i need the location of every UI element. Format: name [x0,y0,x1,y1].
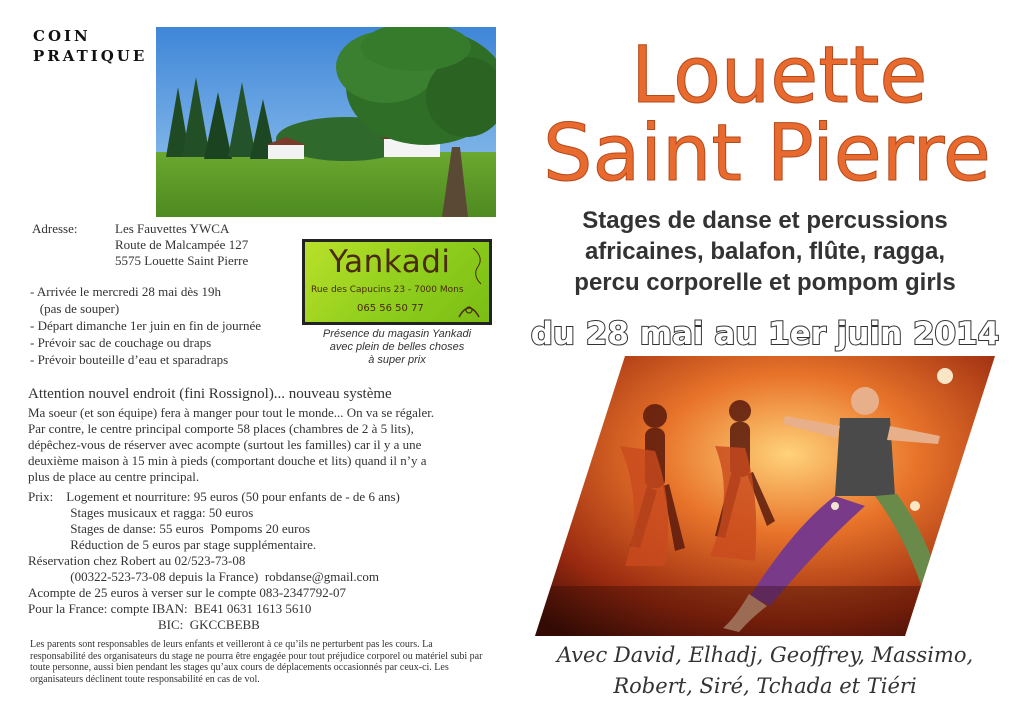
yankadi-name: Yankadi [329,244,451,280]
disclaimer: Les parents sont responsables de leurs enfants et veilleront à ce qu’ils ne perturbent pas les cours. La responsabilité des organisateurs du stage ne pourra être engagée pour tout préjudice corporel ou matériel subi par toute personne, aussi bien pendant les stages qu’aux cours de déplacements occasionnés par ceux-ci. Les organisateurs déclinent toute responsabilité en cas de vol. [30,639,483,685]
price-line: BIC: GKCCBEBB [28,617,260,632]
price-line: Réservation chez Robert au 02/523-73-08 [28,553,246,568]
prices-block [28,489,400,633]
address-lines [115,221,248,269]
event-dates [520,310,1010,354]
address-line: Les Fauvettes YWCA [115,221,230,236]
caption-line: Présence du magasin Yankadi [322,328,472,340]
yankadi-logo-icon [455,297,483,321]
heading-line-2: PRATIQUE [33,47,148,65]
body-line: dépêchez-vous de réserver avec acompte (surtout les familles) car il y a une [28,437,422,452]
price-line: Prix: Logement et nourriture: 95 euros (50 pour enfants de - de 6 ans) [28,489,400,504]
body-line: plus de place au centre principal. [28,469,200,484]
note-item: - Prévoir bouteille d’eau et sparadraps [30,352,229,367]
address-line: 5575 Louette Saint Pierre [115,253,249,268]
note-item: - Arrivée le mercredi 28 mai dès 19h [30,284,221,299]
section-heading [33,26,147,66]
body-line: Ma soeur (et son équipe) fera à manger pour tout le monde... On va se régaler. [28,405,435,420]
note-item: - Prévoir sac de couchage ou draps [30,335,212,350]
subtitle-line: percu corporelle et pompom girls [574,269,956,296]
artists-list [520,640,1010,702]
yankadi-ad [302,239,492,325]
practical-notes [30,283,261,368]
artists-line: Robert, Siré, Tchada et Tiéri [613,674,917,698]
venue-photo-illustration [156,27,496,217]
title-line-1: Louette [631,31,928,121]
price-line: Stages musicaux et ragga: 50 euros [28,505,254,520]
caption-line: avec plein de belles choses [329,341,465,353]
venue-photo [156,27,496,217]
price-line: Acompte de 25 euros à verser sur le compte 083-2347792-07 [28,585,347,600]
yankadi-hanging-icon [471,246,487,286]
title-line-2: Saint Pierre [543,109,991,192]
yankadi-phone: 065 56 50 77 [357,303,424,314]
address-label: Adresse: [32,221,78,236]
note-item: - Départ dimanche 1er juin en fin de journée [30,318,262,333]
artists-line: Avec David, Elhadj, Geoffrey, Massimo, [556,643,974,667]
price-line: Stages de danse: 55 euros Pompoms 20 euros [28,521,311,536]
attention-heading: Attention nouvel endroit (fini Rossignol)... nouveau système [28,386,392,402]
dates-text: du 28 mai au 1er juin 2014 [530,316,1000,352]
yankadi-address: Rue des Capucins 23 - 7000 Mons [311,285,464,295]
address-line: Route de Malcampée 127 [115,237,249,252]
subtitle-line: africaines, balafon, flûte, ragga, [584,238,946,265]
dance-photo [535,356,995,636]
yankadi-panel [305,242,489,322]
body-line: Par contre, le centre principal comporte 58 places (chambres de 2 à 5 lits), [28,421,414,436]
heading-line-1: COIN [33,27,91,45]
caption-line: à super prix [368,354,426,366]
subtitle-line: Stages de danse et percussions [582,207,948,234]
price-line: Pour la France: compte IBAN: BE41 0631 1613 5610 [28,601,312,616]
price-line: (00322-523-73-08 depuis la France) robdanse@gmail.com [28,569,379,584]
event-subtitle [520,205,1010,298]
yankadi-caption [302,328,492,367]
body-line: deuxième maison à 15 min à pieds (comportant douche et lits) quand il n’y a [28,453,427,468]
price-line: Réduction de 5 euros par stage supplémentaire. [28,537,317,552]
accommodation-text [28,405,434,485]
event-title [535,22,995,192]
note-item: (pas de souper) [30,301,120,316]
